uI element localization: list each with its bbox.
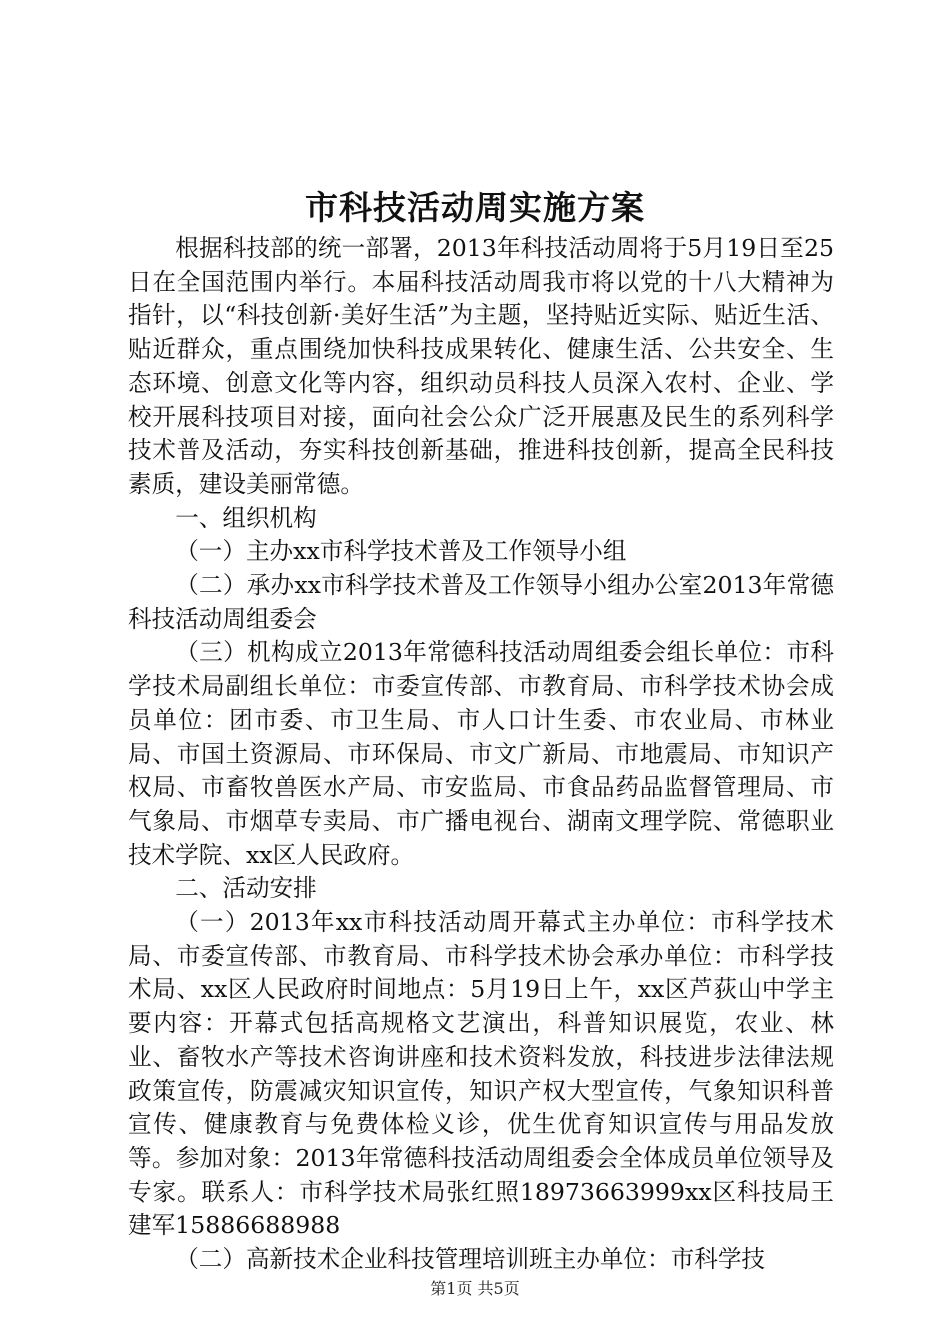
page-footer: 第1页 共5页 <box>430 1279 520 1298</box>
intro-paragraph: 根据科技部的统一部署，2013年科技活动周将于5月19日至25日在全国范围内举行。本届科技活动周我市将以党的十八大精神为指针，以“科技创新·美好生活”为主题，坚持贴近实际、贴近生活、贴近群众，重点围绕加快科技成果转化、健康生活、公共安全、生态环境、创意文化等内容，组织动员科技人员深入农村、企业、学校开展科技项目对接，面向社会公众广泛开展惠及民生的系列科学技术普及活动，夯实科技创新基础，推进科技创新，提高全民科技素质，建设美丽常德。 <box>128 234 834 498</box>
activity-item-2: （二）高新技术企业科技管理培训班主办单位：市科学技 <box>175 1245 766 1274</box>
document-body <box>128 232 834 1277</box>
section-heading-organization: 一、组织机构 <box>175 503 317 532</box>
document-title: 市科技活动周实施方案 <box>305 188 645 227</box>
section-heading-activities: 二、活动安排 <box>175 874 317 903</box>
activity-item-1: （一）2013年xx市科技活动周开幕式主办单位：市科学技术局、市委宣传部、市教育局、市科学技术协会承办单位：市科学技术局、xx区人民政府时间地点：5月19日上午，xx区芦荻山中学主要内容：开幕式包括高规格文艺演出，科普知识展览，农业、林业、畜牧水产等技术咨询讲座和技术资料发放，科技进步法律法规政策宣传，防震减灾知识宣传，知识产权大型宣传，气象知识科普宣传、健康教育与免费体检义诊，优生优育知识宣传与用品发放等。参加对象：2013年常德科技活动周组委会全体成员单位领导及专家。联系人：市科学技术局张红照18973663999xx区科技局王建军15886688988 <box>128 908 834 1240</box>
organization-item-1: （一）主办xx市科学技术普及工作领导小组 <box>175 537 627 566</box>
organization-item-3: （三）机构成立2013年常德科技活动周组委会组长单位：市科学技术局副组长单位：市委宣传部、市教育局、市科学技术协会成员单位：团市委、市卫生局、市人口计生委、市农业局、市林业局、市国土资源局、市环保局、市文广新局、市地震局、市知识产权局、市畜牧兽医水产局、市安监局、市食品药品监督管理局、市气象局、市烟草专卖局、市广播电视台、湖南文理学院、常德职业技术学院、xx区人民政府。 <box>128 638 834 869</box>
organization-item-2: （二）承办xx市科学技术普及工作领导小组办公室2013年常德科技活动周组委会 <box>128 571 834 633</box>
